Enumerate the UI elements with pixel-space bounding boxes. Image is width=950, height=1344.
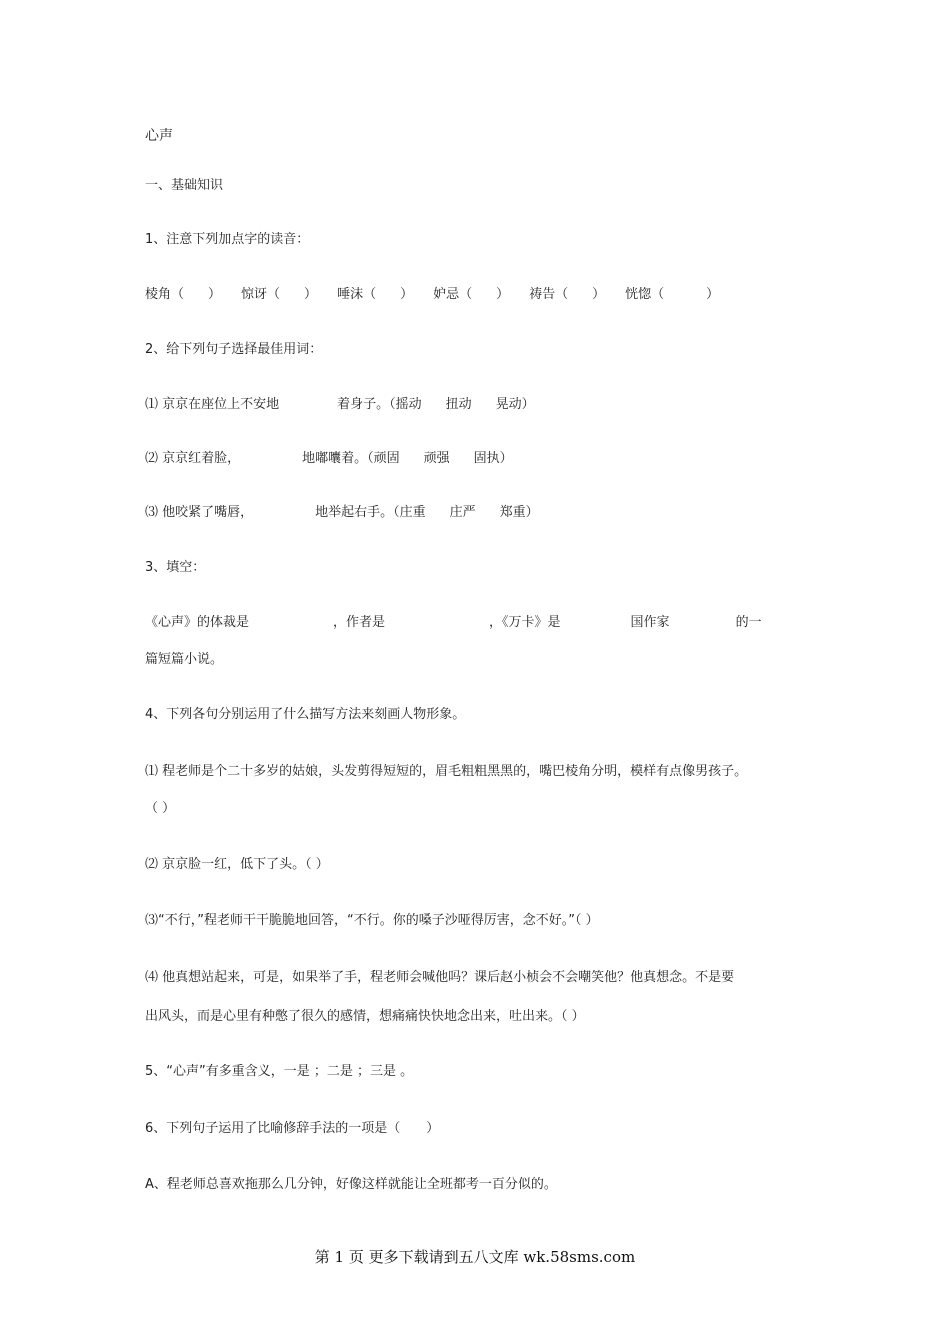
q1-item-close: ） [304,287,318,302]
q2-sentence-3 [145,504,539,522]
q2-s1-option-2: 扭动 [445,397,472,412]
q2-s1-option-1: 着身子。（摇动 [337,397,422,412]
q3-fill-line [145,614,762,632]
q2-s2-option-3: 固执） [473,451,513,466]
q3-part-1: 《心声》的体裁是 [145,615,250,630]
q1-item-close: ） [706,287,720,302]
q4-sentence-3: ⑶“不行，”程老师干干脆脆地回答，“不行。你的嗓子沙哑得厉害，念不好。”（ ） [145,913,599,928]
q2-s3-option-3: 郑重） [499,505,539,520]
q2-s1-text: ⑴ 京京在座位上不安地 [145,397,280,412]
q1-item: 祷告（ [529,287,569,302]
q1-heading: 1、注意下列加点字的读音： [145,232,310,247]
q3-heading: 3、填空： [145,560,206,575]
q4-sentence-2: ⑵ 京京脸一红，低下了头。（ ） [145,857,329,872]
q6-option-a: A、程老师总喜欢拖那么几分钟，好像这样就能让全班都考一百分似的。 [145,1177,557,1192]
q1-items [145,286,719,304]
q2-s2-text: ⑵ 京京红着脸， [145,451,241,466]
q3-part-3: ，《万卡》是 [489,615,561,630]
q1-item: 惊讶（ [241,287,281,302]
q4-heading: 4、下列各句分别运用了什么描写方法来刻画人物形象。 [145,707,466,722]
q2-s3-option-1: 地举起右手。（庄重 [315,505,426,520]
q2-s2-option-2: 顽强 [423,451,450,466]
q2-sentence-2 [145,450,513,468]
q2-heading: 2、给下列句子选择最佳用词： [145,342,323,357]
q3-part-5: 的一 [735,615,762,630]
q5-text: 5、“心声”有多重含义，一是 ；二是 ；三是 。 [145,1064,414,1079]
q1-item-close: ） [400,287,414,302]
doc-title: 心声 [145,128,173,144]
q1-item-close: ） [208,287,222,302]
q1-item: 妒忌（ [433,287,473,302]
q3-fill-line-2: 篇短篇小说。 [145,652,224,667]
q2-s3-option-2: 庄严 [449,505,476,520]
q2-s2-option-1: 地嘟囔着。（顽固 [302,451,400,466]
q2-s1-option-3: 晃动） [495,397,535,412]
q1-item: 恍惚（ [625,287,665,302]
q4-sentence-4: ⑷ 他真想站起来，可是，如果举了手，程老师会喊他吗？课后赵小桢会不会嘲笑他？他真想念。不是要 [145,970,735,985]
q4-sentence-1-answer: （ ） [145,801,176,816]
q2-s3-text: ⑶ 他咬紧了嘴唇， [145,505,254,520]
q2-sentence-1 [145,396,535,414]
q4-sentence-4-cont: 出风头，而是心里有种憋了很久的感情，想痛痛快快地念出来，吐出来。（ ） [145,1009,585,1024]
page-footer: 第 1 页 更多下载请到五八文库 wk.58sms.com [314,1248,636,1266]
q1-item-close: ） [496,287,510,302]
q4-sentence-1: ⑴ 程老师是个二十多岁的姑娘，头发剪得短短的，眉毛粗粗黑黑的，嘴巴棱角分明，模样有点像男孩子。 [145,764,748,779]
q6-text: 6、下列句子运用了比喻修辞手法的一项是（ ） [145,1121,440,1136]
q1-item: 棱角（ [145,287,185,302]
q3-part-2: ，作者是 [333,615,386,630]
q3-part-4: 国作家 [630,615,670,630]
q1-item-close: ） [592,287,606,302]
section-heading: 一、基础知识 [145,178,224,193]
q1-item: 唾沫（ [337,287,377,302]
